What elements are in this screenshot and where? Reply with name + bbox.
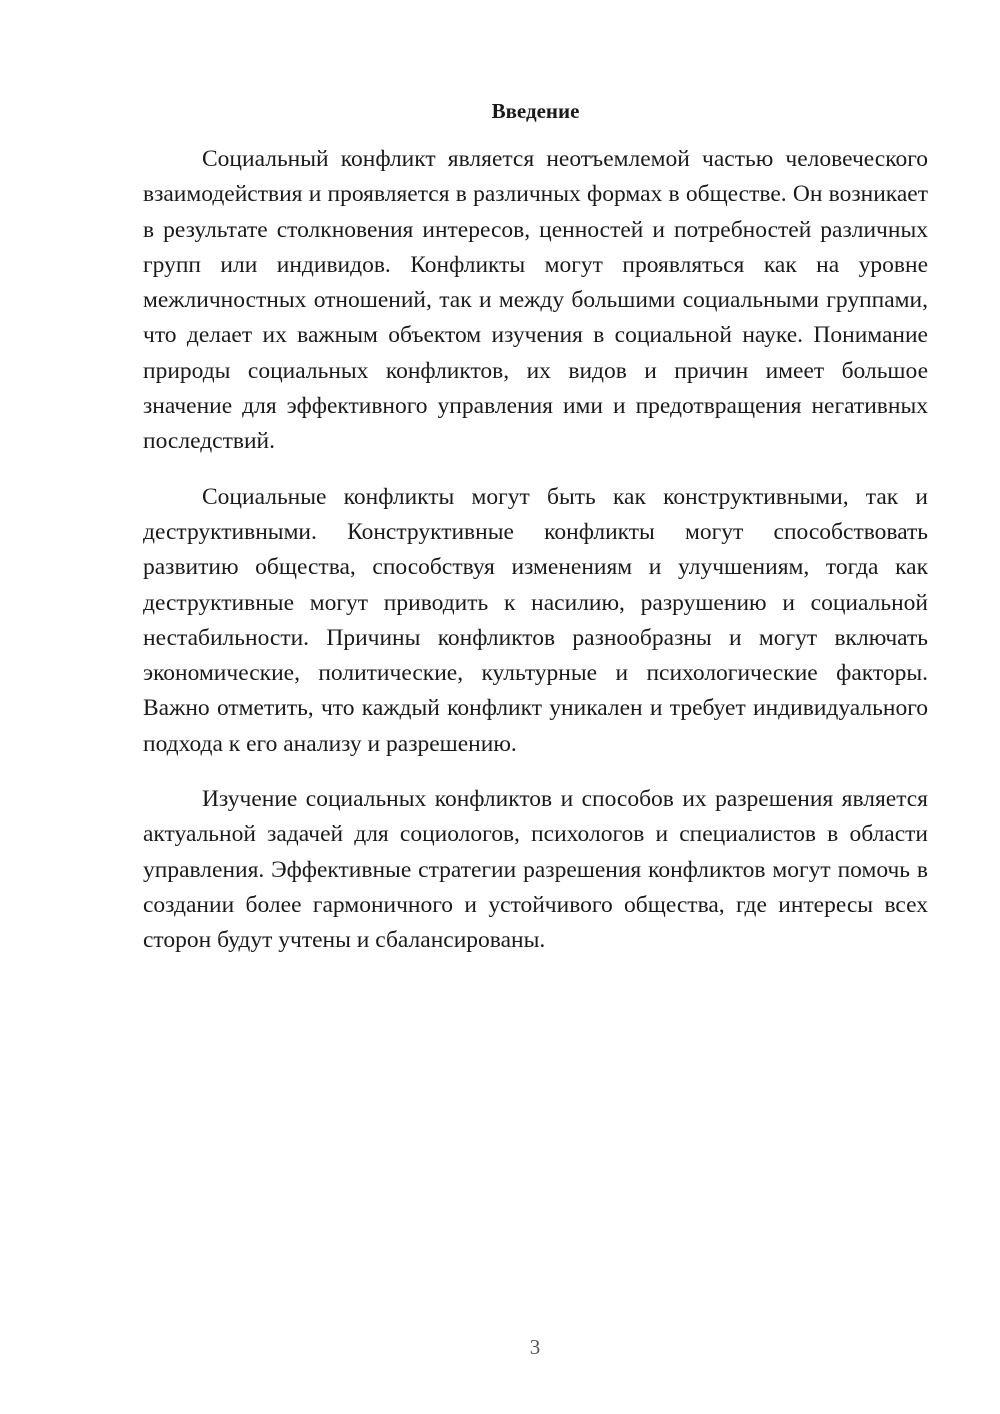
page-title: Введение — [491, 99, 580, 123]
paragraph-1: Социальный конфликт является неотъемлемой частью человеческого взаимодействия и проявляется в различных формах в обществе. Он возникает в результате столкновения интересов, ценностей и потребностей различных групп или индивидов. Конфликты могут проявляться как на уровне межличностных отношений, так и между большими социальными группами, что делает их важным объектом изучения в социальной науке. Понимание природы социальных конфликтов, их видов и причин имеет большое значение для эффективного управления ими и предотвращения негативных последствий. — [143, 146, 928, 455]
paragraph-3: Изучение социальных конфликтов и способов их разрешения является актуальной задачей для социологов, психологов и специалистов в области управления. Эффективные стратегии разрешения конфликтов могут помочь в создании более гармоничного и устойчивого общества, где интересы всех сторон будут учтены и сбалансированы. — [143, 786, 928, 954]
body-text — [143, 142, 928, 979]
page-number: 3 — [529, 1335, 541, 1359]
paragraph-2: Социальные конфликты могут быть как конструктивными, так и деструктивными. Конструктивные конфликты могут способствовать развитию общества, способствуя изменениям и улучшениям, тогда как деструктивные могут приводить к насилию, разрушению и социальной нестабильности. Причины конфликтов разнообразны и могут включать экономические, политические, культурные и психологические факторы. Важно отметить, что каждый конфликт уникален и требует индивидуального подхода к его анализу и разрешению. — [143, 483, 928, 757]
